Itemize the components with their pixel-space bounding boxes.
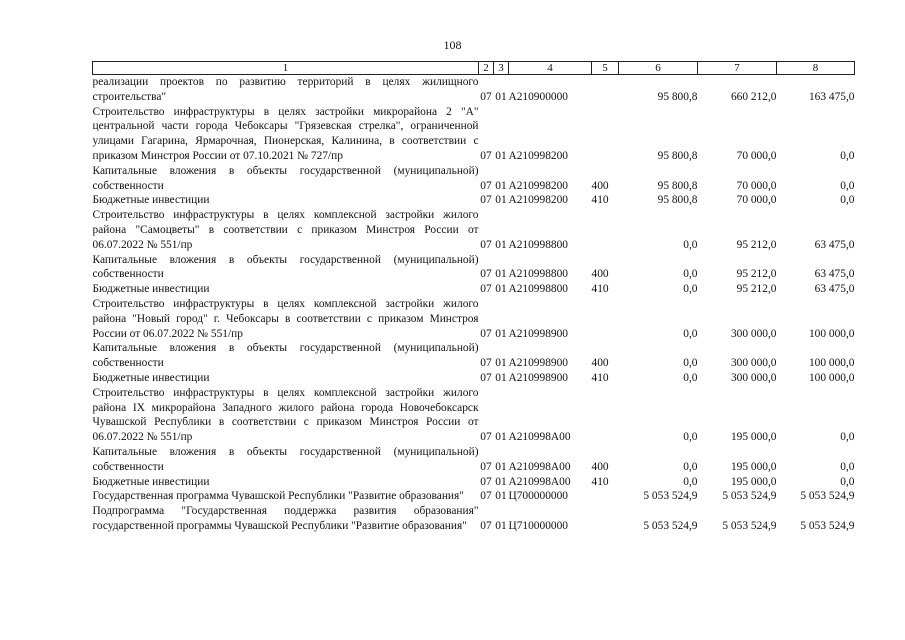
expense-type-code: 400 (591, 179, 609, 192)
section-code: 07 (480, 327, 492, 340)
amount-col-7: 660 212,0 (730, 90, 777, 103)
target-article-code: А210998900 (508, 327, 568, 340)
section-code: 07 (480, 431, 492, 444)
section-code: 07 (480, 179, 492, 192)
amount-col-6: 0,0 (683, 357, 698, 370)
amount-col-8: 5 053 524,9 (800, 490, 855, 503)
target-article-code: А210900000 (508, 90, 568, 103)
amount-col-8: 63 475,0 (814, 283, 855, 296)
section-code: 07 (480, 90, 492, 103)
subsection-code: 01 (495, 371, 507, 384)
amount-col-6: 0,0 (683, 238, 698, 251)
row-name: Бюджетные инвестиции (92, 475, 210, 488)
header-col-2: 2 (479, 62, 494, 75)
table-body (93, 75, 855, 534)
amount-col-7: 5 053 524,9 (722, 519, 777, 532)
table-row (93, 445, 855, 475)
subsection-code: 01 (495, 90, 507, 103)
target-article-code: А210998200 (508, 149, 568, 162)
row-name: Строительство инфраструктуры в целях комплексной застройки жилого района IX микрорайона Западного жилого района города Новочебоксарск Чувашской Республики в соответствии с приказом Минстроя России от 06.07.2022 № 551/пр (92, 386, 479, 444)
amount-col-7: 70 000,0 (736, 179, 777, 192)
amount-col-6: 0,0 (683, 460, 698, 473)
table-row (93, 282, 855, 297)
amount-col-7: 70 000,0 (736, 194, 777, 207)
row-name: Строительство инфраструктуры в целях застройки микрорайона 2 "А" центральной части города Чебоксары "Грязевская стрелка", ограниченной улицами Гагарина, Ярмарочная, Пионерская, Калинина, в соответствии с приказом Минстроя России от 07.10.2021 № 727/пр (92, 105, 479, 162)
expense-type-code (592, 386, 619, 445)
amount-col-6: 0,0 (683, 268, 698, 281)
target-article-code: А210998900 (508, 357, 568, 370)
table-row (93, 208, 855, 252)
row-name: Строительство инфраструктуры в целях комплексной застройки жилого района "Новый город" г. Чебоксары в соответствии с приказом Минстроя России от 06.07.2022 № 551/пр (92, 297, 479, 340)
amount-col-8: 0,0 (840, 475, 855, 488)
amount-col-6: 95 800,8 (657, 179, 698, 192)
row-name: Капитальные вложения в объекты государственной (муниципальной) собственности (92, 253, 479, 281)
amount-col-7: 95 212,0 (736, 238, 777, 251)
target-article-code: А210998800 (508, 268, 568, 281)
expense-type-code (592, 504, 619, 534)
row-name: Бюджетные инвестиции (92, 371, 210, 384)
table-row (93, 475, 855, 490)
subsection-code: 01 (495, 268, 507, 281)
amount-col-7: 300 000,0 (730, 357, 777, 370)
amount-col-6: 5 053 524,9 (643, 519, 698, 532)
expense-type-code: 400 (591, 357, 609, 370)
table-row (93, 105, 855, 164)
table-row (93, 386, 855, 445)
subsection-code: 01 (495, 519, 507, 532)
amount-col-7: 195 000,0 (730, 475, 777, 488)
expense-type-code (592, 75, 619, 105)
expense-type-code: 410 (591, 194, 609, 207)
section-code: 07 (480, 460, 492, 473)
table-row (93, 489, 855, 504)
expense-type-code: 400 (591, 460, 609, 473)
row-name: Капитальные вложения в объекты государственной (муниципальной) собственности (92, 445, 479, 473)
section-code: 07 (480, 357, 492, 370)
target-article-code: А210998А00 (508, 431, 571, 444)
page-number: 108 (443, 38, 462, 52)
amount-col-8: 100 000,0 (808, 327, 855, 340)
header-col-3: 3 (494, 62, 509, 75)
section-code: 07 (480, 490, 492, 503)
section-code: 07 (480, 283, 492, 296)
section-code: 07 (480, 475, 492, 488)
row-name: Бюджетные инвестиции (92, 194, 210, 207)
subsection-code: 01 (495, 460, 507, 473)
target-article-code: А210998800 (508, 238, 568, 251)
expense-type-code: 400 (591, 268, 609, 281)
amount-col-7: 195 000,0 (730, 431, 777, 444)
table-row (93, 193, 855, 208)
amount-col-6: 0,0 (683, 327, 698, 340)
table-row (93, 341, 855, 371)
amount-col-7: 95 212,0 (736, 268, 777, 281)
subsection-code: 01 (495, 283, 507, 296)
row-name: Государственная программа Чувашской Республики "Развитие образования" (92, 490, 464, 503)
amount-col-8: 0,0 (840, 149, 855, 162)
amount-col-6: 0,0 (683, 475, 698, 488)
amount-col-8: 0,0 (840, 179, 855, 192)
table-row (93, 504, 855, 534)
amount-col-7: 70 000,0 (736, 149, 777, 162)
table-row (93, 164, 855, 194)
subsection-code: 01 (495, 149, 507, 162)
subsection-code: 01 (495, 475, 507, 488)
expense-type-code: 410 (591, 475, 609, 488)
table-row (93, 297, 855, 341)
amount-col-6: 5 053 524,9 (643, 490, 698, 503)
row-name: Бюджетные инвестиции (92, 283, 210, 296)
row-name: реализации проектов по развитию территорий в целях жилищного строительства" (92, 76, 479, 103)
section-code: 07 (480, 238, 492, 251)
amount-col-7: 300 000,0 (730, 327, 777, 340)
expense-type-code (592, 105, 619, 164)
target-article-code: А210998200 (508, 179, 568, 192)
amount-col-6: 95 800,8 (657, 194, 698, 207)
header-col-8: 8 (777, 62, 855, 75)
amount-col-8: 100 000,0 (808, 371, 855, 384)
amount-col-6: 0,0 (683, 283, 698, 296)
target-article-code: А210998А00 (508, 460, 571, 473)
amount-col-7: 195 000,0 (730, 460, 777, 473)
expense-type-code (592, 297, 619, 341)
amount-col-7: 95 212,0 (736, 283, 777, 296)
section-code: 07 (480, 268, 492, 281)
amount-col-7: 5 053 524,9 (722, 490, 777, 503)
target-article-code: Ц700000000 (508, 490, 568, 503)
amount-col-8: 100 000,0 (808, 357, 855, 370)
expense-type-code: 410 (591, 283, 609, 296)
subsection-code: 01 (495, 357, 507, 370)
amount-col-6: 95 800,8 (657, 90, 698, 103)
expense-type-code (592, 489, 619, 504)
header-col-4: 4 (509, 62, 592, 75)
expense-type-code: 410 (591, 371, 609, 384)
header-col-1: 1 (93, 62, 479, 75)
amount-col-8: 0,0 (840, 460, 855, 473)
table-row (93, 371, 855, 386)
header-col-7: 7 (698, 62, 777, 75)
amount-col-8: 5 053 524,9 (800, 519, 855, 532)
section-code: 07 (480, 194, 492, 207)
amount-col-8: 0,0 (840, 194, 855, 207)
table-row (93, 75, 855, 105)
expense-type-code (592, 208, 619, 252)
amount-col-8: 0,0 (840, 431, 855, 444)
row-name: Капитальные вложения в объекты государственной (муниципальной) собственности (92, 164, 479, 192)
header-col-6: 6 (619, 62, 698, 75)
target-article-code: А210998200 (508, 194, 568, 207)
amount-col-6: 95 800,8 (657, 149, 698, 162)
subsection-code: 01 (495, 238, 507, 251)
amount-col-7: 300 000,0 (730, 371, 777, 384)
amount-col-6: 0,0 (683, 431, 698, 444)
amount-col-8: 63 475,0 (814, 238, 855, 251)
header-col-5: 5 (592, 62, 619, 75)
budget-table (92, 61, 855, 534)
subsection-code: 01 (495, 490, 507, 503)
target-article-code: А210998900 (508, 371, 568, 384)
row-name: Подпрограмма "Государственная поддержка развития образования" государственной программы Чувашской Республики "Развитие образования" (92, 505, 479, 532)
table-row (93, 253, 855, 283)
amount-col-8: 63 475,0 (814, 268, 855, 281)
row-name: Капитальные вложения в объекты государственной (муниципальной) собственности (92, 342, 479, 370)
subsection-code: 01 (495, 327, 507, 340)
subsection-code: 01 (495, 431, 507, 444)
section-code: 07 (480, 519, 492, 532)
amount-col-6: 0,0 (683, 371, 698, 384)
section-code: 07 (480, 371, 492, 384)
subsection-code: 01 (495, 179, 507, 192)
section-code: 07 (480, 149, 492, 162)
amount-col-8: 163 475,0 (808, 90, 855, 103)
row-name: Строительство инфраструктуры в целях комплексной застройки жилого района "Самоцветы" в соответствии с приказом Минстроя России от 06.07.2022 № 551/пр (92, 209, 479, 251)
subsection-code: 01 (495, 194, 507, 207)
header-row (93, 62, 855, 75)
target-article-code: Ц710000000 (508, 519, 568, 532)
target-article-code: А210998А00 (508, 475, 571, 488)
target-article-code: А210998800 (508, 283, 568, 296)
